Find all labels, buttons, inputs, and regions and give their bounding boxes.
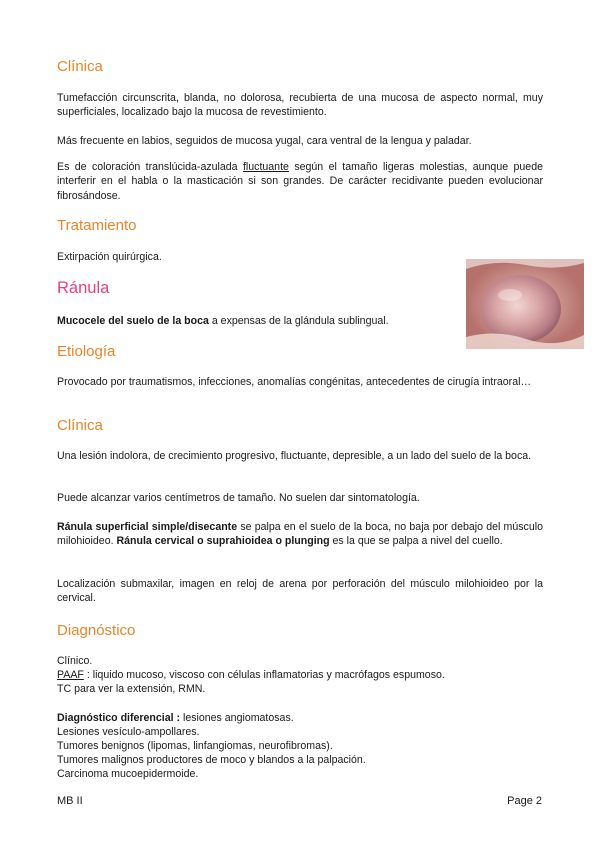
- paragraph-ranula-definition: [57, 314, 457, 328]
- text-segment: a expensas de la glándula sublingual.: [208, 315, 389, 327]
- ranula-clinical-photo: [466, 259, 584, 349]
- paragraph-etiologia: Provocado por traumatismos, infecciones, anomalías congénitas, antecedentes de cirugía intraoral…: [57, 376, 532, 388]
- text-segment: se palpa en el suelo de la boca, no baja por debajo del músculo milohioideo.: [57, 521, 543, 548]
- text-segment: según el tamaño ligeras molestias, aunque puede interferir en el habla o la masticación si son grandes. De carácter recidivante pueden evolucionar fibrosándose.: [57, 161, 543, 202]
- diag-dif-line-1: [57, 711, 543, 725]
- photo-illustration: [466, 259, 584, 349]
- paragraph-clinica-location: Localización submaxilar, imagen en reloj de arena por perforación del músculo milohioideo por la cervical.: [57, 578, 543, 605]
- heading-etiologia: Etiología: [57, 343, 116, 360]
- paragraph-tratamiento: Extirpación quirúrgica.: [57, 251, 162, 263]
- diag-line-tc: TC para ver la extensión, RMN.: [57, 683, 206, 695]
- text-segment: : liquido mucoso, viscoso con células inflamatorias y macrófagos espumoso.: [83, 669, 445, 681]
- paragraph-clinica-coloration: [57, 160, 543, 203]
- paragraph-clinica-lesion: Una lesión indolora, de crecimiento progresivo, fluctuante, depresible, a un lado del suelo de la boca.: [57, 450, 532, 462]
- diag-line-clinico: Clínico.: [57, 655, 93, 667]
- diag-line-paaf: [57, 668, 543, 682]
- diag-dif-line-3: Tumores benignos (lipomas, linfangiomas, neurofibromas).: [57, 740, 333, 752]
- paragraph-clinica-types: [57, 520, 543, 549]
- footer-page-number: Page 2: [507, 795, 542, 807]
- underlined-term: PAAF: [57, 669, 84, 681]
- underlined-term: fluctuante: [242, 161, 289, 173]
- text-segment: Es de coloración translúcida-azulada: [57, 161, 243, 173]
- bold-term: Diagnóstico diferencial :: [57, 712, 181, 724]
- paragraph-clinica-description: Tumefacción circunscrita, blanda, no dolorosa, recubierta de una mucosa de aspecto normal, muy superficiales, localizado bajo la mucosa de revestimiento.: [57, 92, 543, 119]
- bold-term: Ránula superficial simple/disecante: [57, 521, 238, 533]
- heading-ranula: Ránula: [57, 279, 110, 297]
- diag-dif-line-4: Tumores malignos productores de moco y blandos a la palpación.: [57, 754, 366, 766]
- text-segment: lesiones angiomatosas.: [180, 712, 294, 724]
- paragraph-clinica-size: Puede alcanzar varios centímetros de tamaño. No suelen dar sintomatología.: [57, 492, 420, 504]
- heading-diagnostico: Diagnóstico: [57, 622, 136, 639]
- paragraph-clinica-frequency: Más frecuente en labios, seguidos de mucosa yugal, cara ventral de la lengua y paladar.: [57, 135, 472, 147]
- heading-clinica: Clínica: [57, 58, 103, 75]
- footer-left: MB II: [57, 795, 83, 807]
- diag-dif-line-5: Carcinoma mucoepidermoide.: [57, 768, 199, 780]
- bold-term: Mucocele del suelo de la boca: [57, 315, 209, 327]
- text-segment: es la que se palpa a nivel del cuello.: [329, 535, 503, 548]
- heading-clinica-ranula: Clínica: [57, 417, 103, 434]
- diag-dif-line-2: Lesiones vesículo-ampollares.: [57, 726, 200, 738]
- heading-tratamiento: Tratamiento: [57, 217, 137, 234]
- bold-term: Ránula cervical o suprahioidea o plunging: [116, 535, 330, 548]
